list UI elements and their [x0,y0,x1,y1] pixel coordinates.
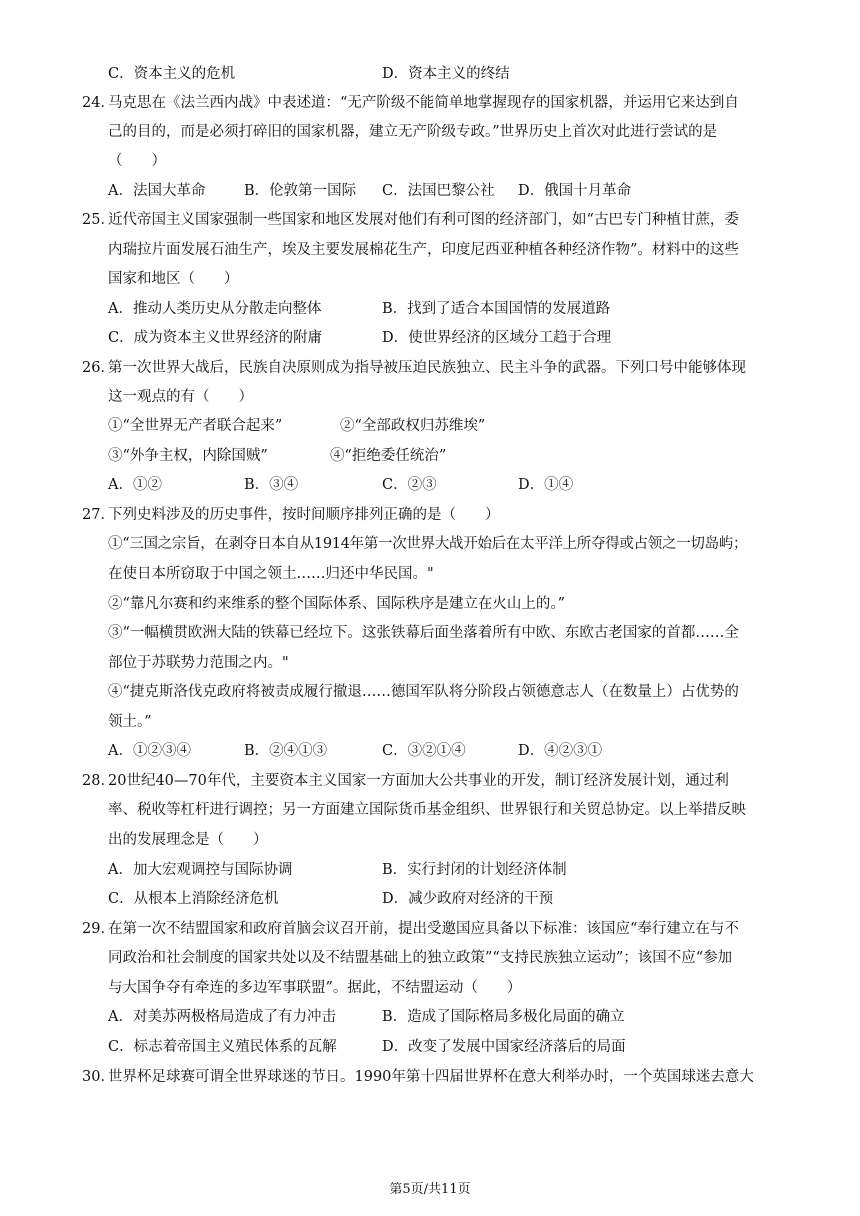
option-b: B．造成了国际格局多极化局面的确立 [382,1009,625,1025]
option-d: D．减少政府对经济的干预 [382,891,554,907]
question-text: 己的目的，而是必须打碎旧的国家机器，建立无产阶级专政。”世界历史上首次对此进行尝试的是 [108,124,718,140]
question-number: 25． [82,212,115,228]
source-4: 领土。” [108,714,152,730]
option-b: B．伦敦第一国际 [244,183,357,199]
option-c: C．②③ [382,477,437,493]
option-d: D．俄国十月革命 [518,183,632,199]
statement-4: ④“拒绝委任统治” [330,448,447,464]
source-2: ②“靠凡尔赛和约来维系的整个国际体系、国际秩序是建立在火山上的。” [108,596,566,612]
option-c: C．资本主义的危机 [108,66,236,82]
question-text: 下列史料涉及的历史事件，按时间顺序排列正确的是（ ） [108,507,500,523]
option-c: C．从根本上消除经济危机 [108,891,279,907]
option-c: C．③②①④ [382,743,466,759]
question-number: 30． [82,1069,115,1085]
option-a: A．对美苏两极格局造成了有力冲击 [108,1009,336,1025]
option-a: A．加大宏观调控与国际协调 [108,862,293,878]
question-text: 近代帝国主义国家强制一些国家和地区发展对他们有利可图的经济部门，如“古巴专门种植甘蔗，委 [108,212,739,228]
option-b: B．找到了适合本国国情的发展道路 [382,301,611,317]
question-number: 27． [82,507,115,523]
option-b: B．②④①③ [244,743,328,759]
question-text: 国家和地区（ ） [108,271,239,287]
question-text: 内瑞拉片面发展石油生产，埃及主要发展棉花生产，印度尼西亚种植各种经济作物”。材料中的这些 [108,242,739,258]
question-number: 26． [82,360,115,376]
question-text: 率、税收等杠杆进行调控；另一方面建立国际货币基金组织、世界银行和关贸总协定。以上举措反映 [108,802,746,818]
option-a: A．①②③④ [108,743,191,759]
option-c: C．成为资本主义世界经济的附庸 [108,330,323,346]
source-1: 在使日本所窃取于中国之领土……归还中华民国。" [108,566,434,582]
question-text: 同政治和社会制度的国家共处以及不结盟基础上的独立政策”“支持民族独立运动”；该国不应“参加 [108,950,733,966]
question-number: 24． [82,95,115,111]
question-text: 马克思在《法兰西内战》中表述道：“无产阶级不能简单地掌握现存的国家机器，并运用它来达到自 [108,95,739,111]
statement-3: ③“外争主权，内除国贼” [108,448,268,464]
source-3: ③“一幅横贯欧洲大陆的铁幕已经垃下。这张铁幕后面坐落着所有中欧、东欧古老国家的首都……全 [108,625,739,641]
source-4: ④“捷克斯洛伐克政府将被责成履行撤退……德国军队将分阶段占领德意志人（在数量上）占优势的 [108,684,739,700]
question-text: 出的发展理念是（ ） [108,832,268,848]
page-number: 第5页/共11页 [389,1182,471,1197]
answer-blank: （ ） [108,153,166,169]
option-d: D．使世界经济的区域分工趋于合理 [382,330,612,346]
option-a: A．法国大革命 [108,183,206,199]
source-3: 部位于苏联势力范围之内。" [108,655,289,671]
option-b: B．实行封闭的计划经济体制 [382,862,567,878]
question-number: 29． [82,921,115,937]
option-a: A．①② [108,477,162,493]
option-d: D．①④ [518,477,574,493]
question-text: 这一观点的有（ ） [108,389,253,405]
question-text: 世界杯足球赛可谓全世界球迷的节日。1990年第十四届世界杯在意大利举办时，一个英国球迷去意大 [108,1069,754,1085]
question-text: 在第一次不结盟国家和政府首脑会议召开前，提出受邀国应具备以下标准：该国应“奉行建立在与不 [108,921,739,937]
question-number: 28． [82,773,115,789]
option-a: A．推动人类历史从分散走向整体 [108,301,322,317]
option-b: B．③④ [244,477,299,493]
question-text: 20世纪40—70年代，主要资本主义国家一方面加大公共事业的开发，制订经济发展计划，通过利 [108,773,729,789]
statement-2: ②“全部政权归苏维埃” [340,418,486,434]
option-c: C．标志着帝国主义殖民体系的瓦解 [108,1039,337,1055]
statement-1: ①“全世界无产者联合起来” [108,418,283,434]
option-d: D．改变了发展中国家经济落后的局面 [382,1039,626,1055]
option-c: C．法国巴黎公社 [382,183,495,199]
option-d: D．④②③① [518,743,603,759]
source-1: ①“三国之宗旨，在剥夺日本自从1914年第一次世界大战开始后在太平洋上所夺得或占领之一切岛屿； [108,536,748,552]
question-text: 第一次世界大战后，民族自决原则成为指导被压迫民族独立、民主斗争的武器。下列口号中能够体现 [108,360,746,376]
question-text: 与大国争夺有牵连的多边军事联盟”。据此，不结盟运动（ ） [108,980,522,996]
option-d: D．资本主义的终结 [382,66,510,82]
